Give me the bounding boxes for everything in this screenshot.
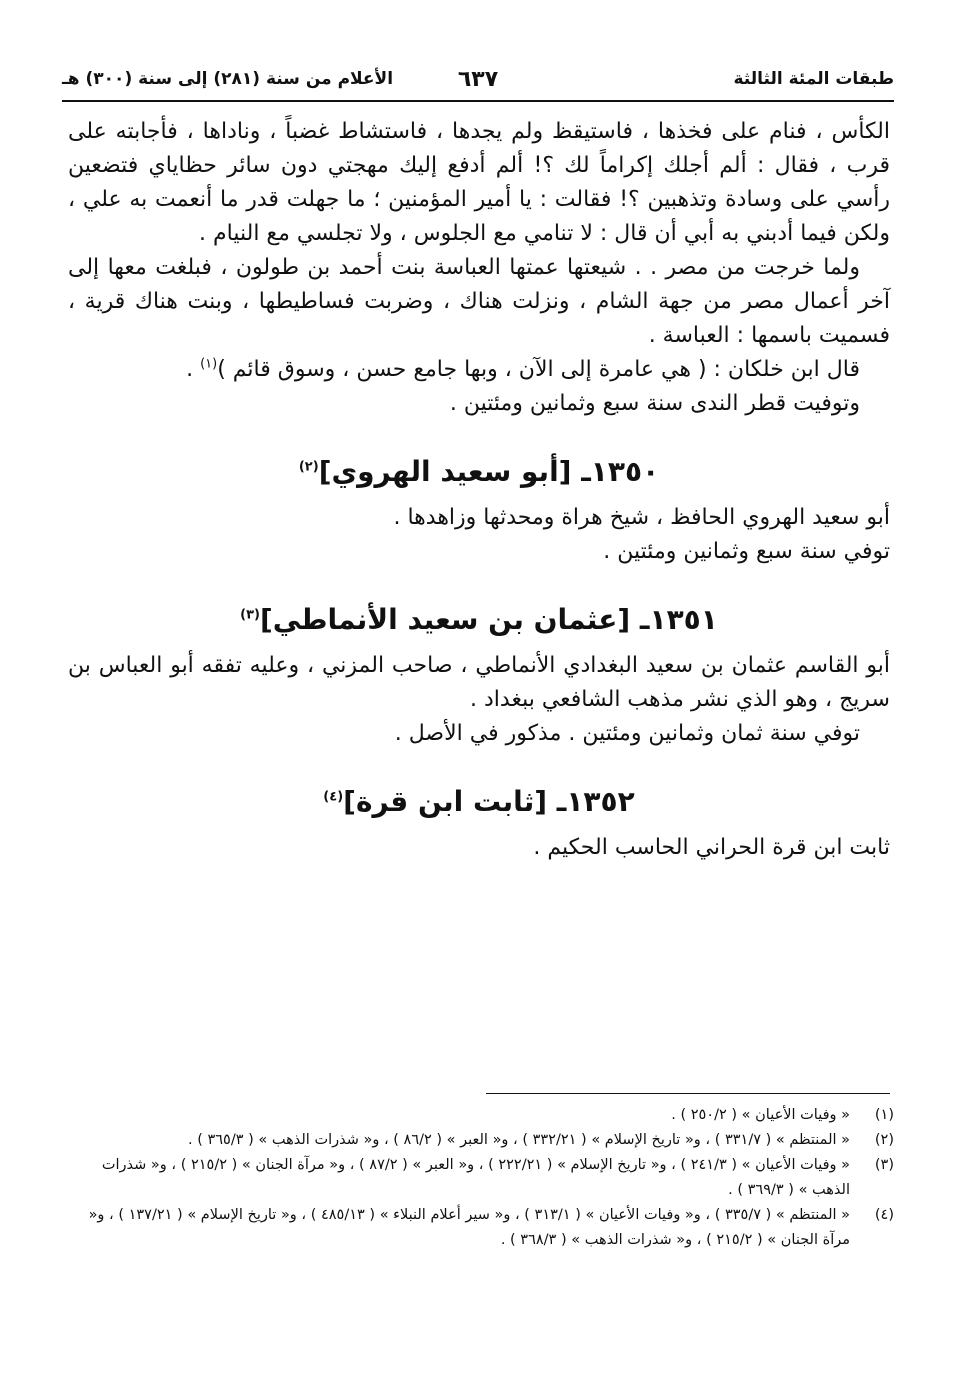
footnote: (١) « وفيات الأعيان » ( ٢٥٠/٢ ) . xyxy=(671,1107,894,1123)
entry-line: توفي سنة سبع وثمانين ومئتين . xyxy=(603,539,890,564)
header-rule xyxy=(62,100,894,102)
footnote-ref: (٢) xyxy=(298,459,319,475)
paragraph: ولما خرجت من مصر . . شيعتها عمتها العباسة بنت أحمد بن طولون ، فبلغت معها إلى آخر أعمال مصر من جهة الشام ، ونزلت هناك ، وضربت فساطيطها ، وبنت هناك قرية ، فسميت باسمها : العباسة . xyxy=(68,255,890,348)
entry-heading: ١٣٥٠ـ [أبو سعيد الهروي]$^{(٢)}$ xyxy=(298,455,660,488)
paragraph: الكأس ، فنام على فخذها ، فاستيقظ ولم يجدها ، فاستشاط غضباً ، وناداها ، فأجابته على قرب ، فقال : ألم أجلك إكراماً لك ؟! ألم أدفع إليك مهجتي دون سائر حظاياي فتضعين رأسي على وسادة وتذهبين ؟! فقالت : يا أمير المؤمنين ؛ ما جهلت قدر ما أنعمت به علي ، ولكن فيما أدبني به أبي أن قال : لا تنامي مع الجلوس ، ولا تجلسي مع النيام . xyxy=(68,119,890,246)
header-range-title: الأعلام من سنة (٢٨١) إلى سنة (٣٠٠) هـ xyxy=(62,69,394,89)
footnote-ref: (٤) xyxy=(323,789,344,805)
footnote: (٤) « المنتظم » ( ٣٣٥/٧ ) ، و« وفيات الأعيان » ( ٣١٣/١ ) ، و« سير أعلام النبلاء » ( ٤٨٥/١٣ ) ، و« تاريخ الإسلام » ( ١٣٧/٢١ ) ، و« مرآة الجنان » ( ٢١٥/٢ ) ، و« شذرات الذهب » ( ٣٦٨/٣ ) . xyxy=(88,1207,894,1248)
quote-paragraph: قال ابن خلكان : ( هي عامرة إلى الآن ، وبها جامع حسن ، وسوق قائم )$^{(١)}$ . xyxy=(186,356,860,382)
footnote-ref: (٣) xyxy=(240,607,260,623)
header-section-title: طبقات المئة الثالثة xyxy=(733,69,894,89)
quote-text: قال ابن خلكان : ( هي عامرة إلى الآن ، وبها جامع حسن ، وسوق قائم ) xyxy=(217,357,860,382)
entry-line: أبو القاسم عثمان بن سعيد البغدادي الأنماطي ، صاحب المزني ، وعليه تفقه أبو العباس بن سريج ، وهو الذي نشر مذهب الشافعي ببغداد . xyxy=(68,653,890,712)
entry-heading: ١٣٥٢ـ [ثابت ابن قرة]$^{(٤)}$ xyxy=(323,785,635,818)
paragraph: وتوفيت قطر الندى سنة سبع وثمانين ومئتين . xyxy=(449,391,860,416)
entry-line: ثابت ابن قرة الحراني الحاسب الحكيم . xyxy=(533,835,890,860)
footnotes xyxy=(66,1103,894,1253)
page-number: ٦٣٧ xyxy=(457,66,499,92)
entry-line: أبو سعيد الهروي الحافظ ، شيخ هراة ومحدثها وزاهدها . xyxy=(393,505,890,530)
footnote: (٣) « وفيات الأعيان » ( ٢٤١/٣ ) ، و« تاريخ الإسلام » ( ٢٢٢/٢١ ) ، و« العبر » ( ٨٧/٢ ) ، و« مرآة الجنان » ( ٢١٥/٢ ) ، و« شذرات الذهب » ( ٣٦٩/٣ ) . xyxy=(101,1157,894,1198)
page-body xyxy=(68,115,890,865)
page-header xyxy=(62,60,894,98)
entry-line: توفي سنة ثمان وثمانين ومئتين . مذكور في الأصل . xyxy=(394,721,860,746)
footnote-ref: (١) xyxy=(200,356,218,372)
footnote: (٢) « المنتظم » ( ٣٣١/٧ ) ، و« تاريخ الإسلام » ( ٣٣٢/٢١ ) ، و« العبر » ( ٨٦/٢ ) ، و« شذرات الذهب » ( ٣٦٥/٣ ) . xyxy=(188,1132,894,1148)
footnote-rule xyxy=(486,1093,890,1094)
entry-heading: ١٣٥١ـ [عثمان بن سعيد الأنماطي]$^{(٣)}$ xyxy=(240,603,718,636)
